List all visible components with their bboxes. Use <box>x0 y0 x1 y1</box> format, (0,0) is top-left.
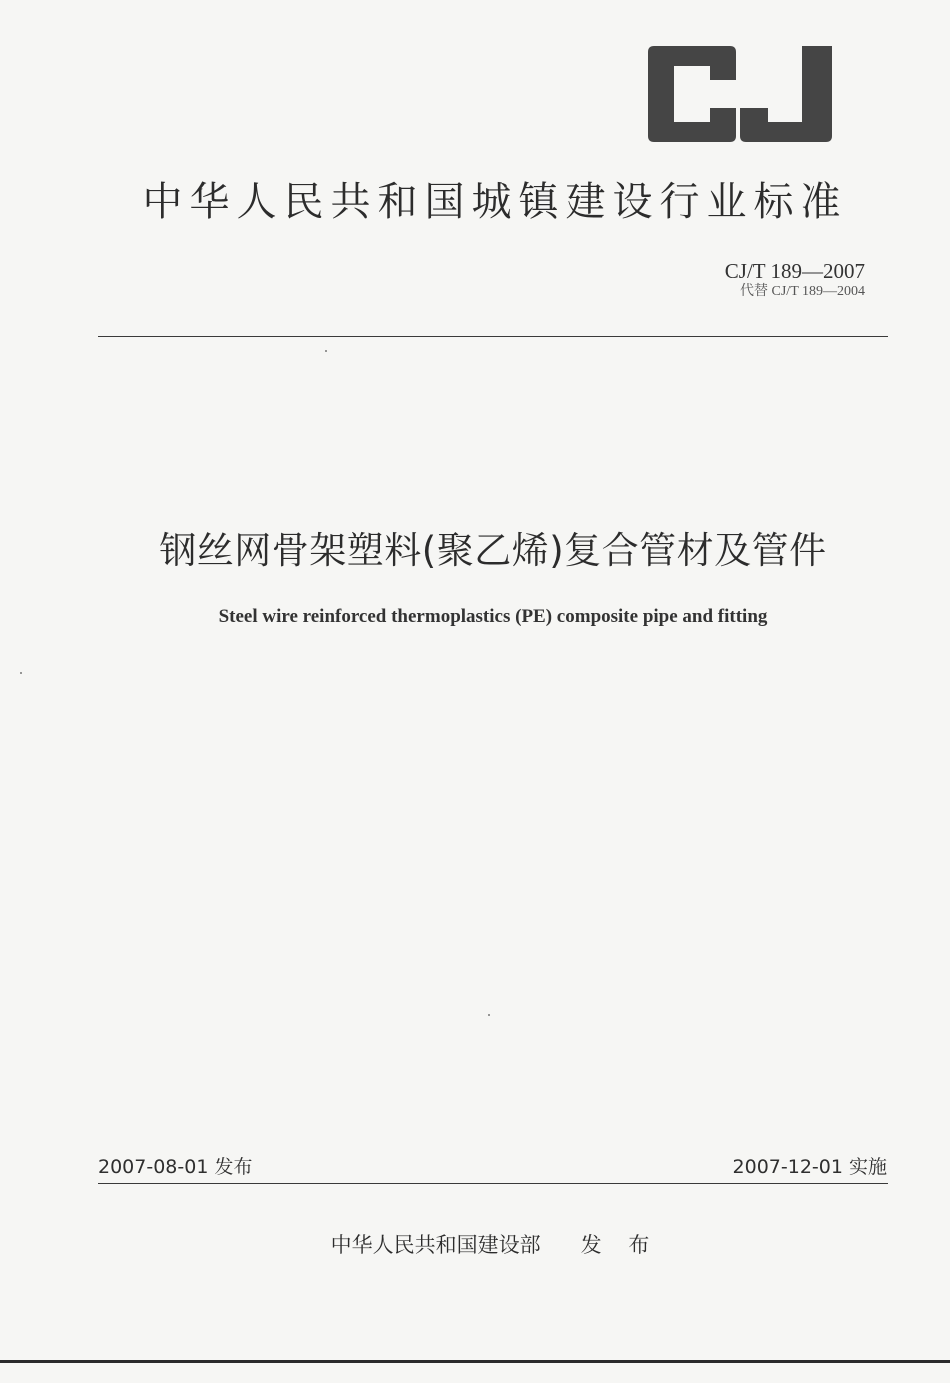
cj-logo-icon <box>646 46 834 142</box>
top-divider <box>98 336 888 337</box>
scan-speck <box>488 1014 490 1016</box>
scan-speck <box>325 350 327 352</box>
issuer-action: 发 布 <box>580 1233 660 1257</box>
standard-code-block <box>725 258 865 300</box>
document-title-cn: 钢丝网骨架塑料(聚乙烯)复合管材及管件 <box>159 529 827 572</box>
bottom-divider <box>98 1183 888 1184</box>
issue-date: 2007-08-01 发布 <box>98 1156 253 1178</box>
issuer-name: 中华人民共和国建设部 <box>330 1233 541 1257</box>
document-title-en: Steel wire reinforced thermoplastics (PE) composite pipe and fitting <box>218 606 768 627</box>
replaced-standard: 代替 CJ/T 189—2004 <box>740 284 865 299</box>
standard-code: CJ/T 189—2007 <box>724 259 865 283</box>
scan-speck <box>20 672 22 674</box>
issuer-line <box>200 1229 790 1259</box>
effective-date: 2007-12-01 实施 <box>732 1156 887 1178</box>
scan-bottom-edge <box>0 1360 950 1363</box>
standard-category-title: 中华人民共和国城镇建设行业标准 <box>142 179 848 225</box>
